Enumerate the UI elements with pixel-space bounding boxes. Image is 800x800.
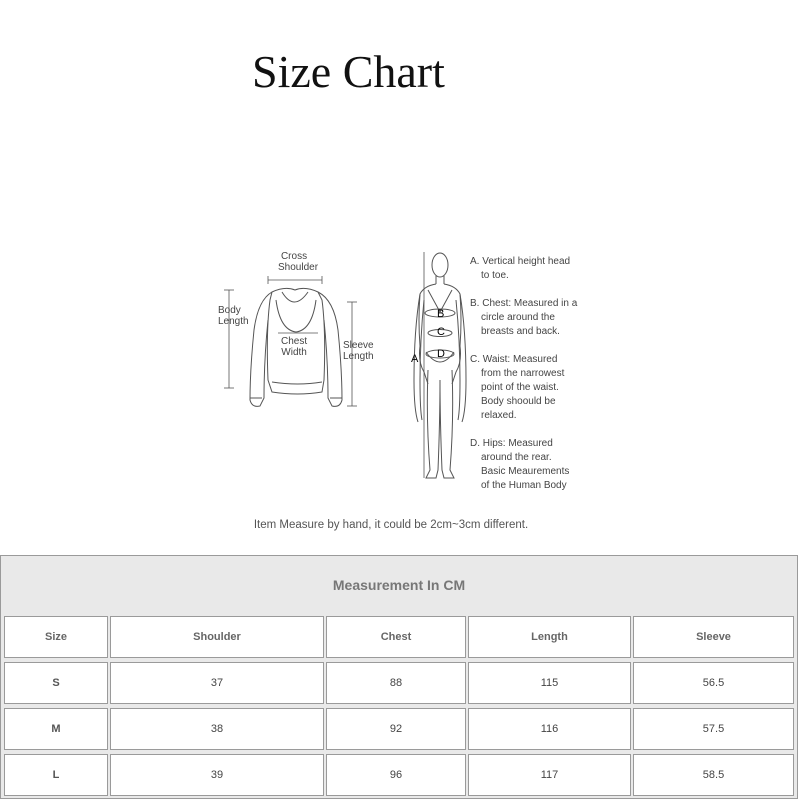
description-d: D. Hips: Measured around the rear. Basic Meaurements of the Human Body <box>470 438 570 491</box>
description-b: B. Chest: Measured in a circle around the breasts and back. <box>470 298 578 337</box>
body-letter-d: D <box>437 348 445 360</box>
table-row-m-shoulder: 38 <box>110 708 324 750</box>
table-row-s-sleeve: 56.5 <box>633 662 794 704</box>
header-length: Length <box>468 616 631 658</box>
table-row-l-length: 117 <box>468 754 631 796</box>
table-row-m-sleeve: 57.5 <box>633 708 794 750</box>
table-row-s-length: 115 <box>468 662 631 704</box>
body-figure-illustration <box>414 253 466 478</box>
measurement-note: Item Measure by hand, it could be 2cm~3cm different. <box>253 519 529 531</box>
body-letter-b: B <box>437 308 445 320</box>
table-row-m-size: M <box>4 708 108 750</box>
cross-shoulder-label: Cross Shoulder <box>278 251 319 273</box>
table-row-l-size: L <box>4 754 108 796</box>
table-row-l-shoulder: 39 <box>110 754 324 796</box>
table-row-s-size: S <box>4 662 108 704</box>
body-letter-a: A <box>411 353 419 365</box>
size-table <box>0 555 798 799</box>
header-size: Size <box>4 616 108 658</box>
table-row-l-sleeve: 58.5 <box>633 754 794 796</box>
header-sleeve: Sleeve <box>633 616 794 658</box>
header-shoulder: Shoulder <box>110 616 324 658</box>
table-row-l-chest: 96 <box>326 754 466 796</box>
description-a: A. Vertical height head to toe. <box>470 256 571 281</box>
body-length-label: Body Length <box>218 305 249 327</box>
table-row-s-shoulder: 37 <box>110 662 324 704</box>
sleeve-length-label: Sleeve Length <box>343 340 374 362</box>
table-title: Measurement In CM <box>332 577 466 593</box>
table-row-m-chest: 92 <box>326 708 466 750</box>
table-row-s-chest: 88 <box>326 662 466 704</box>
chest-width-label: Chest Width <box>281 336 308 358</box>
description-c: C. Waist: Measured from the narrowest point of the waist. Body shoould be relaxed. <box>470 354 565 421</box>
body-letter-c: C <box>437 326 445 338</box>
header-chest: Chest <box>326 616 466 658</box>
page-title: Size Chart <box>252 46 445 97</box>
table-row-m-length: 116 <box>468 708 631 750</box>
